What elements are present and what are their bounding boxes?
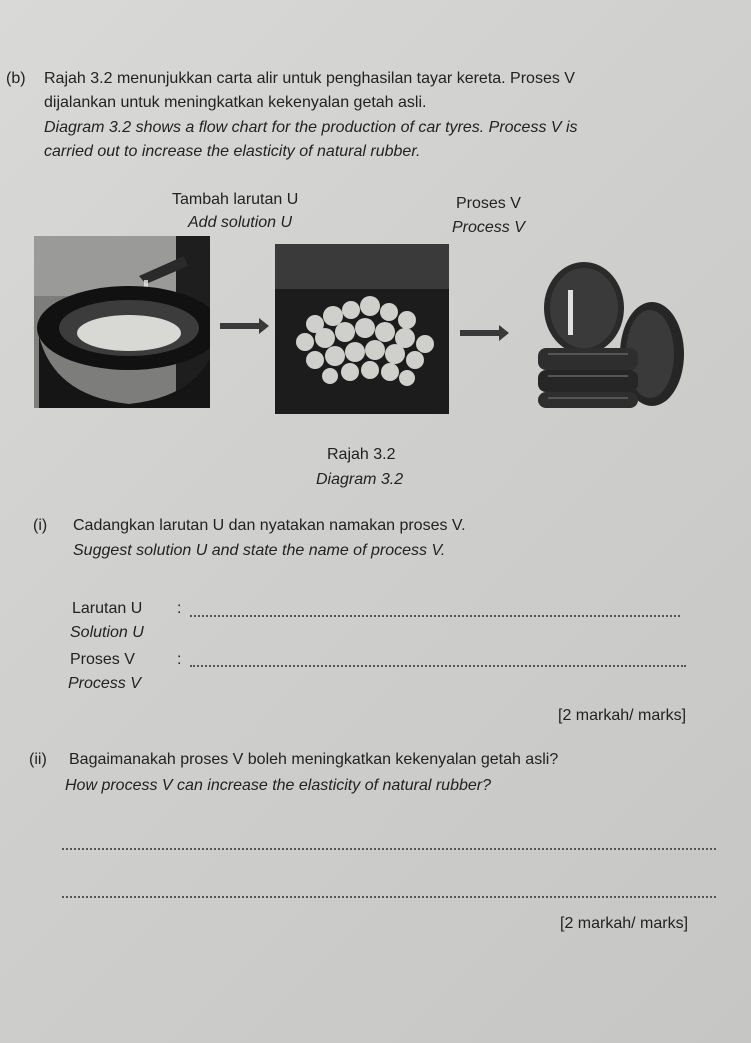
tyres-photo xyxy=(528,250,686,410)
arrow-1 xyxy=(220,323,260,329)
field-solution-u-english: Solution U xyxy=(70,624,144,641)
question-english-line2: carried out to increase the elasticity of natural rubber. xyxy=(44,143,421,160)
part-i-marks: [2 markah/ marks] xyxy=(558,707,687,724)
answer-line-2[interactable] xyxy=(62,896,716,898)
answer-line-solution-u[interactable] xyxy=(190,615,680,617)
label-add-solution-english: Add solution U xyxy=(188,214,293,231)
field-process-v-malay: Proses V xyxy=(70,651,135,668)
label-process-english: Process V xyxy=(452,219,525,236)
answer-line-process-v[interactable] xyxy=(190,665,686,667)
part-ii-number: (ii) xyxy=(29,751,47,768)
part-ii-malay: Bagaimanakah proses V boleh meningkatkan kekenyalan getah asli? xyxy=(69,751,559,768)
field-process-v-english: Process V xyxy=(68,675,141,692)
diagram-caption-malay: Rajah 3.2 xyxy=(327,446,396,463)
part-i-english: Suggest solution U and state the name of process V. xyxy=(73,542,446,559)
field-solution-u-malay: Larutan U xyxy=(72,600,143,617)
question-label: (b) xyxy=(6,70,26,87)
part-i-number: (i) xyxy=(33,517,48,534)
question-malay-line1: Rajah 3.2 menunjukkan carta alir untuk penghasilan tayar kereta. Proses V xyxy=(44,70,575,87)
label-add-solution-malay: Tambah larutan U xyxy=(172,191,299,208)
question-english-line1: Diagram 3.2 shows a flow chart for the production of car tyres. Process V is xyxy=(44,119,578,136)
part-i-malay: Cadangkan larutan U dan nyatakan namakan proses V. xyxy=(73,517,466,534)
question-malay-line2: dijalankan untuk meningkatkan kekenyalan getah asli. xyxy=(44,94,427,111)
latex-basin-photo xyxy=(34,236,210,408)
coagulated-rubber-photo xyxy=(275,244,449,414)
part-ii-marks: [2 markah/ marks] xyxy=(560,915,689,932)
colon-1: : xyxy=(177,600,182,617)
label-process-malay: Proses V xyxy=(456,195,521,212)
colon-2: : xyxy=(177,651,182,668)
arrow-2 xyxy=(460,330,500,336)
answer-line-1[interactable] xyxy=(62,848,716,850)
part-ii-english: How process V can increase the elasticity of natural rubber? xyxy=(65,777,491,794)
diagram-caption-english: Diagram 3.2 xyxy=(316,471,404,488)
